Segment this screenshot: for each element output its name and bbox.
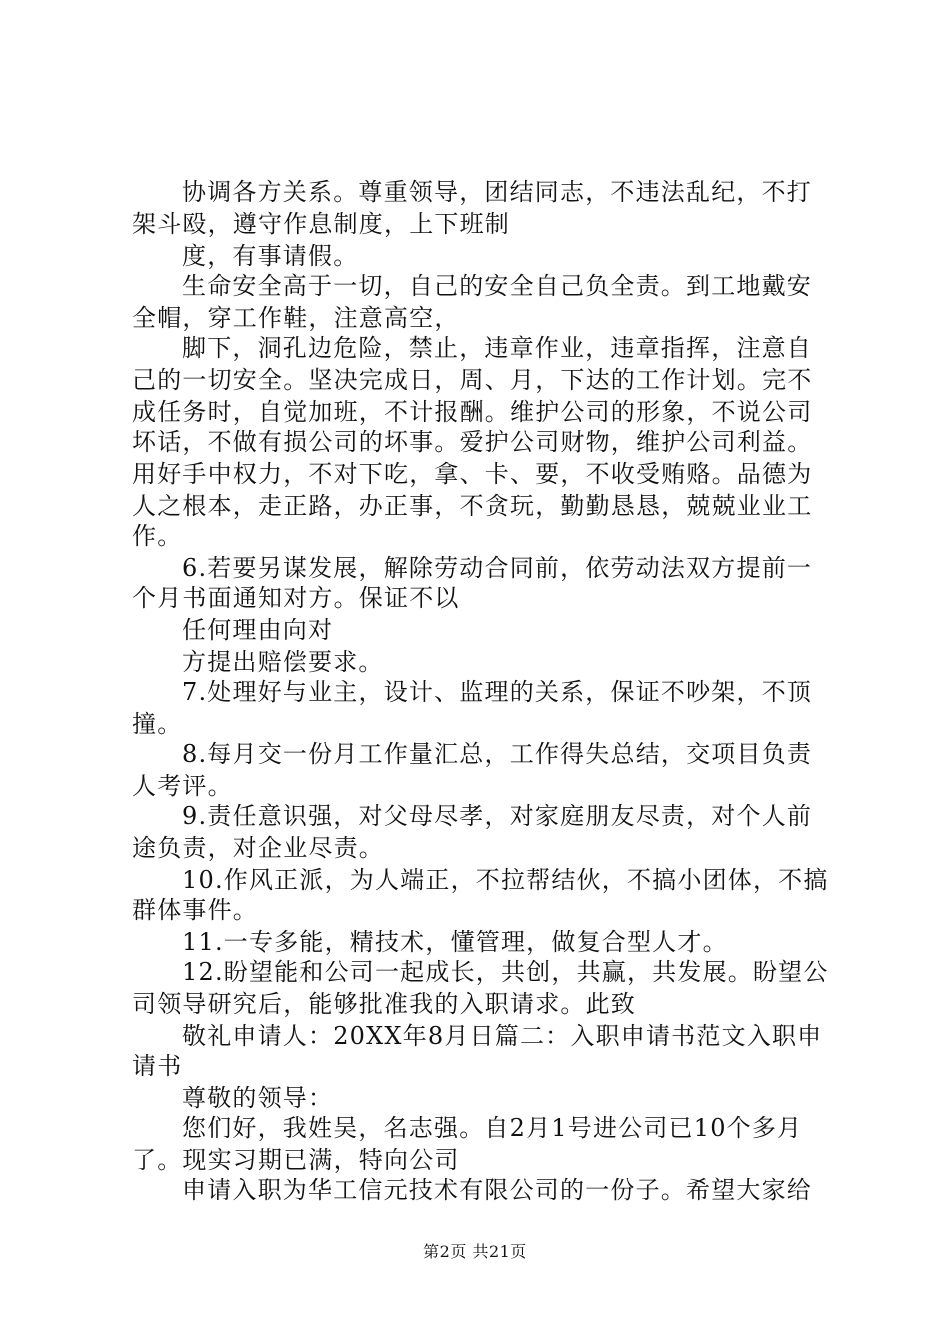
text-line: 脚下，洞孔边危险，禁止，违章作业，违章指挥，注意自: [182, 334, 812, 362]
text-line: 群体事件。: [132, 896, 258, 924]
text-line: 任何理由向对: [182, 616, 334, 644]
text-line: 架斗殴，遵守作息制度，上下班制: [132, 210, 510, 238]
text-line: 人考评。: [132, 772, 233, 800]
text-line: 请书: [132, 1052, 183, 1080]
text-line: 10.作风正派，为人端正，不拉帮结伙，不搞小团体，不搞: [182, 866, 829, 894]
text-line: 12.盼望能和公司一起成长，共创，共赢，共发展。盼望公: [182, 958, 829, 986]
text-line: 全帽，穿工作鞋，注意高空，: [132, 304, 460, 332]
text-line: 用好手中权力，不对下吃，拿、卡、要，不收受贿赂。品德为: [132, 460, 813, 488]
text-line: 8.每月交一份月工作量汇总，工作得失总结，交项目负责: [182, 740, 813, 768]
text-line: 9.责任意识强，对父母尽孝，对家庭朋友尽责，对个人前: [182, 802, 813, 830]
text-line: 了。现实习期已满，特向公司: [132, 1146, 460, 1174]
text-line: 协调各方关系。尊重领导，团结同志，不违法乱纪，不打: [182, 178, 812, 206]
text-line: 人之根本，走正路，办正事，不贪玩，勤勤恳恳，兢兢业业工: [132, 492, 813, 520]
text-line: 方提出赔偿要求。: [182, 648, 384, 676]
text-line: 司领导研究后，能够批准我的入职请求。此致: [132, 990, 636, 1018]
text-line: 途负责，对企业尽责。: [132, 834, 384, 862]
text-line: 尊敬的领导：: [182, 1084, 334, 1112]
text-line: 作。: [132, 522, 183, 550]
text-line: 撞。: [132, 710, 183, 738]
text-line: 您们好，我姓吴，名志强。自2月1号进公司已10个多月: [182, 1114, 803, 1142]
text-line: 成任务时，自觉加班，不计报酬。维护公司的形象，不说公司: [132, 398, 813, 426]
text-line: 6.若要另谋发展，解除劳动合同前，依劳动法双方提前一: [182, 554, 813, 582]
text-line: 11.一专多能，精技术，懂管理，做复合型人才。: [182, 928, 728, 956]
text-line: 申请入职为华工信元技术有限公司的一份子。希望大家给: [182, 1176, 812, 1204]
text-line: 7.处理好与业主，设计、监理的关系，保证不吵架，不顶: [182, 678, 813, 706]
text-line: 坏话，不做有损公司的坏事。爱护公司财物，维护公司利益。: [132, 428, 813, 456]
page-number-footer: 第2页 共21页: [423, 1242, 527, 1261]
text-line: 生命安全高于一切，自己的安全自己负全责。到工地戴安: [182, 272, 812, 300]
text-line: 己的一切安全。坚决完成日，周、月，下达的工作计划。完不: [132, 366, 813, 394]
text-line: 个月书面通知对方。保证不以: [132, 584, 460, 612]
text-line: 敬礼申请人：20XX年8月日篇二：入职申请书范文入职申: [182, 1022, 823, 1050]
text-line: 度，有事请假。: [182, 242, 359, 270]
